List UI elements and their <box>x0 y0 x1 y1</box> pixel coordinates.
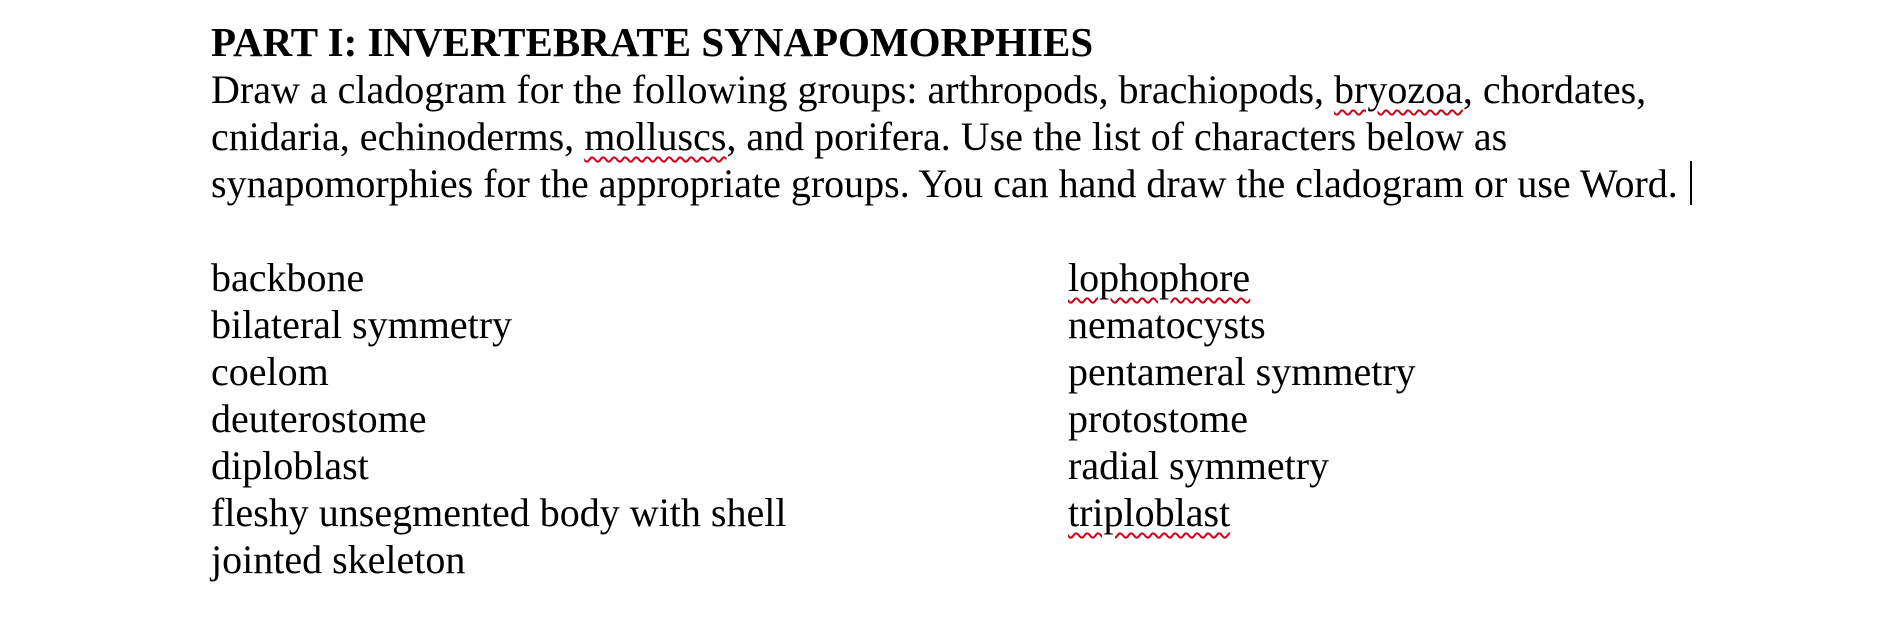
section-heading: PART I: INVERTEBRATE SYNAPOMORPHIES <box>211 19 1094 65</box>
character-item <box>1068 395 1416 442</box>
character-item <box>1068 254 1416 301</box>
character-item: diploblast <box>211 443 369 488</box>
spellcheck-flagged-word[interactable]: bryozoa <box>1334 67 1463 112</box>
instructions-line-3 <box>211 160 1771 207</box>
character-text[interactable]: lophophore <box>1068 255 1251 300</box>
character-item: deuterostome <box>211 396 427 441</box>
line2-text-after: , and porifera. Use the list of characters below as <box>726 114 1508 159</box>
character-item: coelom <box>211 349 329 394</box>
text-cursor <box>1690 161 1692 205</box>
character-text: nematocysts <box>1068 302 1266 347</box>
instructions-paragraph[interactable] <box>211 66 1771 207</box>
instructions-line-2 <box>211 113 1771 160</box>
line3-text: synapomorphies for the appropriate groups. You can hand draw the cladogram or use Word. <box>211 161 1678 206</box>
character-text: protostome <box>1068 396 1248 441</box>
character-item: fleshy unsegmented body with shell <box>211 490 787 535</box>
character-item <box>1068 489 1416 536</box>
character-item <box>1068 442 1416 489</box>
character-item <box>1068 348 1416 395</box>
character-text[interactable]: triploblast <box>1068 490 1231 535</box>
characters-list-left <box>211 254 786 583</box>
character-item: bilateral symmetry <box>211 302 513 347</box>
spellcheck-flagged-word[interactable]: molluscs <box>584 114 727 159</box>
line1-text-before: Draw a cladogram for the following groups: arthropods, brachiopods, <box>211 67 1335 112</box>
line2-text-before: cnidaria, echinoderms, <box>211 114 585 159</box>
instructions-line-1 <box>211 66 1771 113</box>
character-item <box>1068 301 1416 348</box>
character-item: jointed skeleton <box>211 537 466 582</box>
characters-list-right <box>1068 254 1416 536</box>
line1-text-after: , chordates, <box>1462 67 1647 112</box>
character-text: pentameral symmetry <box>1068 349 1416 394</box>
character-item: backbone <box>211 255 365 300</box>
character-text: radial symmetry <box>1068 443 1330 488</box>
